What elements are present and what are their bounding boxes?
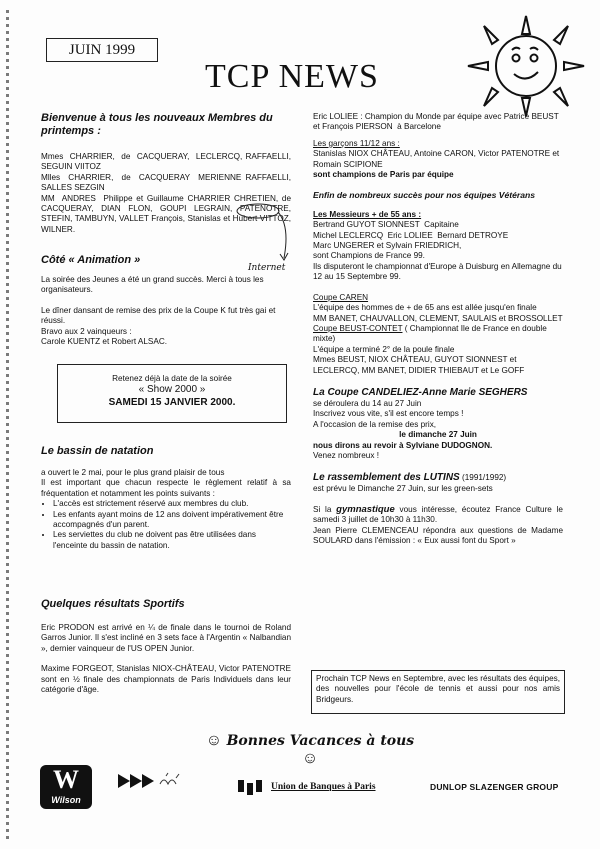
pool-rule: • Les enfants ayant moins de 12 ans doivent impérativement être accompagnés d'un parent. xyxy=(53,510,291,531)
gym-prefix: Si la xyxy=(313,504,337,514)
seniors-heading: Les Messieurs + de 55 ans : xyxy=(313,209,422,219)
boys-heading: Les garçons 11/12 ans : xyxy=(313,138,400,148)
candeliez-body: se déroulera du 14 au 27 Juin Inscrivez vous vite, s'il est encore temps ! A l'occasion de la remise des prix, xyxy=(313,398,464,429)
newsletter-title: TCP NEWS xyxy=(205,58,379,95)
beust-contet-subtitle: ( Championnat Ile de France en double mixte) xyxy=(313,323,550,344)
candeliez-invite: Venez nombreux ! xyxy=(313,450,379,460)
results-heading: Quelques résultats Sportifs xyxy=(41,598,185,610)
bank-emblem-icon xyxy=(236,778,266,798)
wilson-w-icon: W xyxy=(53,765,79,794)
wilson-logo xyxy=(40,765,92,809)
smiley-icon: ☺ xyxy=(301,750,319,767)
lutins-line xyxy=(313,471,563,484)
lutins-heading: Le rassemblement des LUTINS xyxy=(313,472,460,484)
candeliez-heading: La Coupe CANDELIEZ-Anne Marie SEGHERS xyxy=(313,386,528,398)
veterans-heading: Enfin de nombreux succès pour nos équipes Vétérans xyxy=(313,190,536,201)
next-issue-box xyxy=(311,670,565,714)
show-2000-box xyxy=(57,364,287,423)
next-issue-text: Prochain TCP News en Septembre, avec les résultats des équipes, des nouvelles pour l'école de tennis et aussi pour nos amis Bridgeurs. xyxy=(316,674,563,704)
date-box xyxy=(46,38,158,62)
welcome-members: Mmes CHARRIER, de CACQUERAY, LECLERCQ, RAFFAELLI, SEGUIN VIITOZ Mlles CHARRIER, de CACQUERAY MERIENNE RAFFAELLI, SALLES SEZGIN MM ANDRES Philippe et Guillaume CHARRIER CHRETIEN, de CACQUERAY, DIAN FLON, GOUPI LEGRAIN, PATENOTRE, STEFIN, TAMBUYN, VALLET François, Stanislas et Hubert VITTOZ, WILNER. xyxy=(41,152,291,234)
beust-contet-heading: Coupe BEUST-CONTET xyxy=(313,323,403,333)
show-box-line-2: « Show 2000 » xyxy=(138,384,206,396)
gym-paragraph xyxy=(313,505,563,547)
wilson-wordmark: Wilson xyxy=(51,795,81,805)
gym-keyword: gymnastique xyxy=(336,503,395,515)
animation-paragraph-2: Le dîner dansant de remise des prix de la Coupe K fut très gai et réussi. Bravo aux 2 vainqueurs : Carole KUENTZ et Robert ALSAC. xyxy=(41,305,276,347)
candeliez-date: le dimanche 27 Juin xyxy=(399,430,477,440)
beust-contet-body: L'équipe a terminé 2° de la poule finale Mmes BEUST, NIOX CHÂTEAU, GUYOT SIONNEST et LECLERCQ, MM BANET, DIDIER THIEBAUT et Le GOFF xyxy=(313,344,525,375)
boys-result: sont champions de Paris par équipe xyxy=(313,170,454,180)
results-section xyxy=(41,598,294,695)
champion-note: Eric LOLIEE : Champion du Monde par équipe avec Patrice BEUST et François PIERSON à Barcelone xyxy=(313,112,561,132)
show-box-line-1: Retenez déjà la date de la soirée xyxy=(112,374,232,383)
beust-contet-line xyxy=(313,324,563,345)
caren-heading: Coupe CAREN xyxy=(313,292,369,302)
results-paragraph-1: Eric PRODON est arrivé en ¼ de finale dans le tournoi de Roland Garros Junior. Il s'est incliné en 3 sets face à l'Argentin « Nalbandian », dernier vainqueur de l'US OPEN Junior. xyxy=(41,623,294,653)
holiday-greeting: Bonnes Vacances à tous xyxy=(226,733,415,749)
animation-paragraph-1: La soirée des Jeunes a été un grand succès. Merci à tous les organisateurs. xyxy=(41,275,266,295)
footer-greeting-row xyxy=(205,732,415,768)
scan-edge-mark xyxy=(6,10,9,840)
animation-heading: Côté « Animation » xyxy=(41,254,141,266)
candeliez-farewell: nous dirons au revoir à Sylviane DUDOGNON. xyxy=(313,440,493,450)
show-box-line-3: SAMEDI 15 JANVIER 2000. xyxy=(108,397,236,409)
results-paragraph-2: Maxime FORGEOT, Stanislas NIOX-CHÂTEAU, Victor PATENOTRE sont en ½ finale des championnats de Paris Individuels dans leur catégorie d'âge. xyxy=(41,664,294,695)
dunlop-sponsor-name: DUNLOP SLAZENGER GROUP xyxy=(430,782,559,792)
boys-names: Stanislas NIOX CHÂTEAU, Antoine CARON, Victor PATENOTRE et Romain SCIPIONE xyxy=(313,149,562,169)
lutins-body: est prévu le Dimanche 27 Juin, sur les green-sets xyxy=(313,484,493,494)
seniors-body: Bertrand GUYOT SIONNEST Capitaine Michel LECLERCQ Eric LOLIEE Bernard DETROYE Marc UNGERER et Sylvain FRIEDRICH, sont Champions de France 99. Ils disputeront le championnat d'Europe à Duisburg en Allemagne du 12 au 15 Septembre 99. xyxy=(313,220,562,282)
caren-body: L'équipe des hommes de + de 65 ans est allée jusqu'en finale MM BANET, CHAUVALLON, CLEMENT, SAULAIS et BROSSOLLET xyxy=(313,303,563,323)
smiley-icon: ☺ xyxy=(205,732,223,749)
right-column xyxy=(313,112,563,546)
issue-date: JUIN 1999 xyxy=(68,42,136,58)
pool-intro: a ouvert le 2 mai, pour le plus grand plaisir de tous Il est important que chacun respecte le règlement relatif à sa fréquentation et notamment les points suivants : xyxy=(41,468,291,498)
handwritten-note: Internet xyxy=(248,263,286,273)
welcome-heading: Bienvenue à tous les nouveaux Membres du printemps : xyxy=(41,112,273,137)
sponsor-arrows-logo xyxy=(116,770,186,792)
pool-rule: • Les serviettes du club ne doivent pas être utilisées dans l'enceinte du bassin de natation. xyxy=(53,530,291,551)
gym-body: vous intéresse, écoutez France Culture le samedi 3 juillet de 10h30 à 11h30. Jean Pierre CLEMENCEAU répondra aux questions de Madame SOULARD dans l'émission : « Eux aussi font du Sport » xyxy=(313,504,563,545)
pool-heading: Le bassin de natation xyxy=(41,445,154,457)
pool-section xyxy=(41,445,291,551)
pool-rules-list xyxy=(41,499,291,551)
bank-sponsor-name: Union de Banques à Paris xyxy=(271,782,376,792)
pool-rule: • L'accès est strictement réservé aux membres du club. xyxy=(53,499,291,509)
lutins-years: (1991/1992) xyxy=(459,473,507,483)
smiling-sun-logo xyxy=(462,8,590,124)
